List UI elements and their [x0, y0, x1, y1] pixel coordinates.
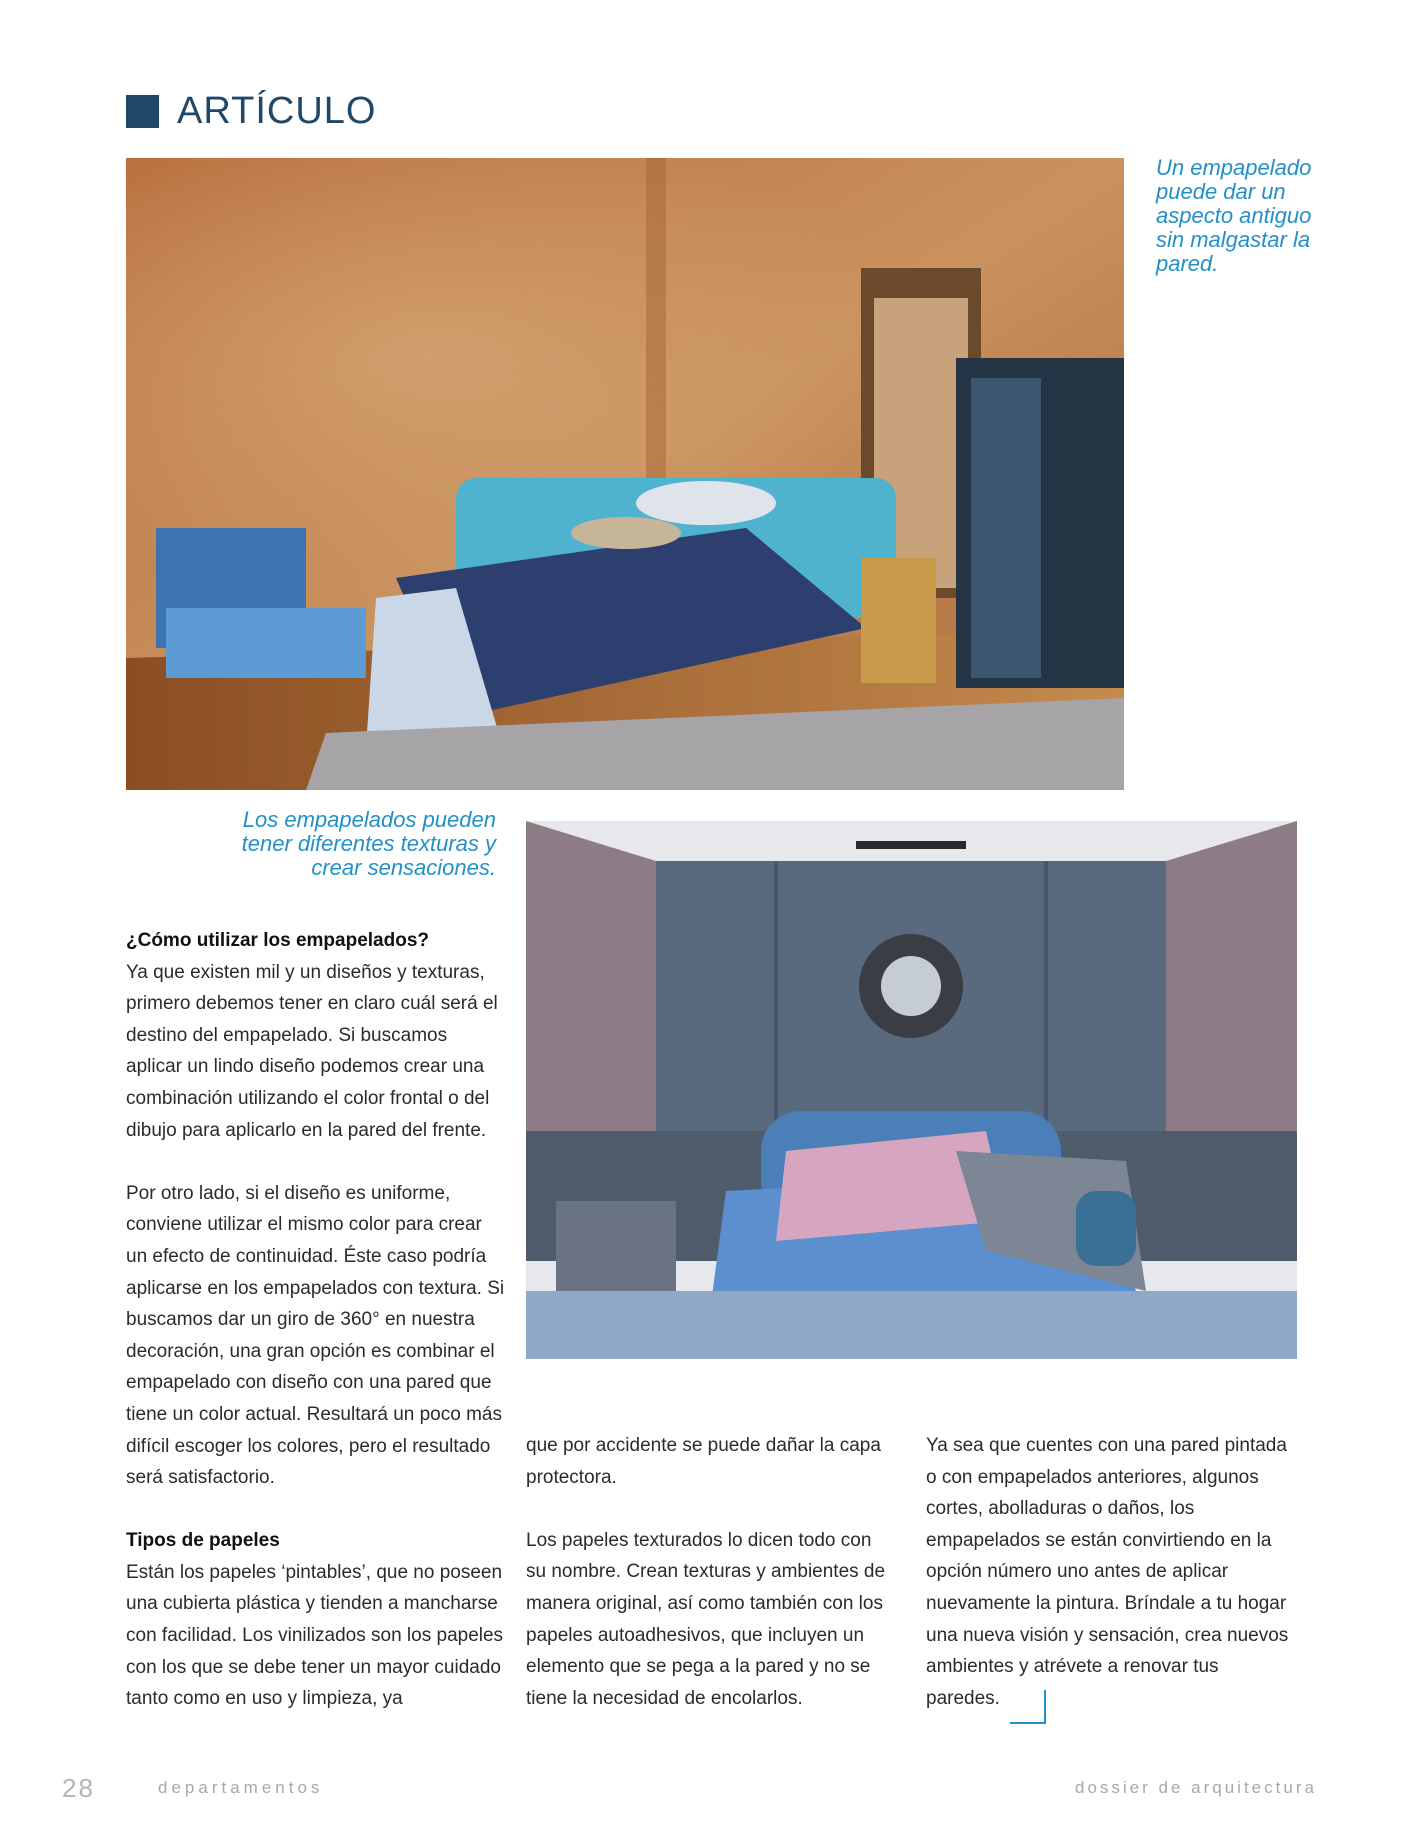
paragraph-1: Ya que existen mil y un diseños y texturas, primero debemos tener en claro cuál será el destino del empapelado. Si buscamos aplicar un lindo diseño podemos crear una combinación utilizando el color frontal o del dibujo para aplicarlo en la pared del frente. — [126, 961, 498, 1141]
photo-bedroom-ochre-wall-illustration — [126, 158, 1124, 790]
photo-bedroom-padded-walls-illustration — [526, 821, 1297, 1359]
section-marker-square — [126, 95, 159, 128]
footer-magazine-name: dossier de arquitectura — [1075, 1778, 1317, 1797]
heading-how-to-use: ¿Cómo utilizar los empapelados? — [126, 930, 429, 951]
paragraph-2: Por otro lado, si el diseño es uniforme, conviene utilizar el mismo color para crear un efecto de continuidad. Éste caso podría aplicarse en los empapelados con textura. Si buscamos dar un giro de 360° en nuestra decoración, una gran opción es combinar el empapelado con diseño con una pared que tiene un color actual. Resultará un poco más difícil escoger los colores, pero el resultado será satisfactorio. — [126, 1182, 505, 1489]
paragraph-3: Están los papeles ‘pintables’, que no poseen una cubierta plástica y tienden a mancharse con facilidad. Los vinilizados son los papeles con los que se debe tener un mayor cuidado tanto como en uso y limpieza, ya — [126, 1561, 504, 1710]
photo-bedroom-padded-walls — [526, 821, 1297, 1359]
photo-bedroom-ochre-wall — [126, 158, 1124, 790]
heading-paper-types: Tipos de papeles — [126, 1530, 280, 1552]
paragraph-6: Ya sea que cuentes con una pared pintada o con empapelados anteriores, algunos cortes, abolladuras o daños, los empapelados se están convirtiendo en la opción número uno antes de aplicar nuevamente la pintura. Bríndale a tu hogar una nueva visión y sensación, crea nuevos ambientes y atrévete a renovar tus paredes. — [926, 1435, 1289, 1709]
article-column-left — [126, 925, 506, 1715]
article-column-right — [926, 1430, 1296, 1714]
article-column-middle — [526, 1430, 896, 1714]
photo-caption-1: Un empapelado puede dar un aspecto antiguo sin malgastar la pared. — [1156, 155, 1312, 276]
photo-caption-2: Los empapelados pueden tener diferentes texturas y crear sensaciones. — [241, 807, 496, 880]
page-number: 28 — [62, 1773, 95, 1803]
paragraph-4: que por accidente se puede dañar la capa protectora. — [526, 1435, 881, 1488]
article-end-mark — [1010, 1690, 1046, 1724]
section-title: ARTÍCULO — [177, 90, 377, 132]
footer-section-name: departamentos — [158, 1778, 324, 1797]
paragraph-5: Los papeles texturados lo dicen todo con su nombre. Crean texturas y ambientes de manera original, así como también con los papeles autoadhesivos, que incluyen un elemento que se pega a la pared y no se tiene la necesidad de encolarlos. — [526, 1529, 886, 1709]
